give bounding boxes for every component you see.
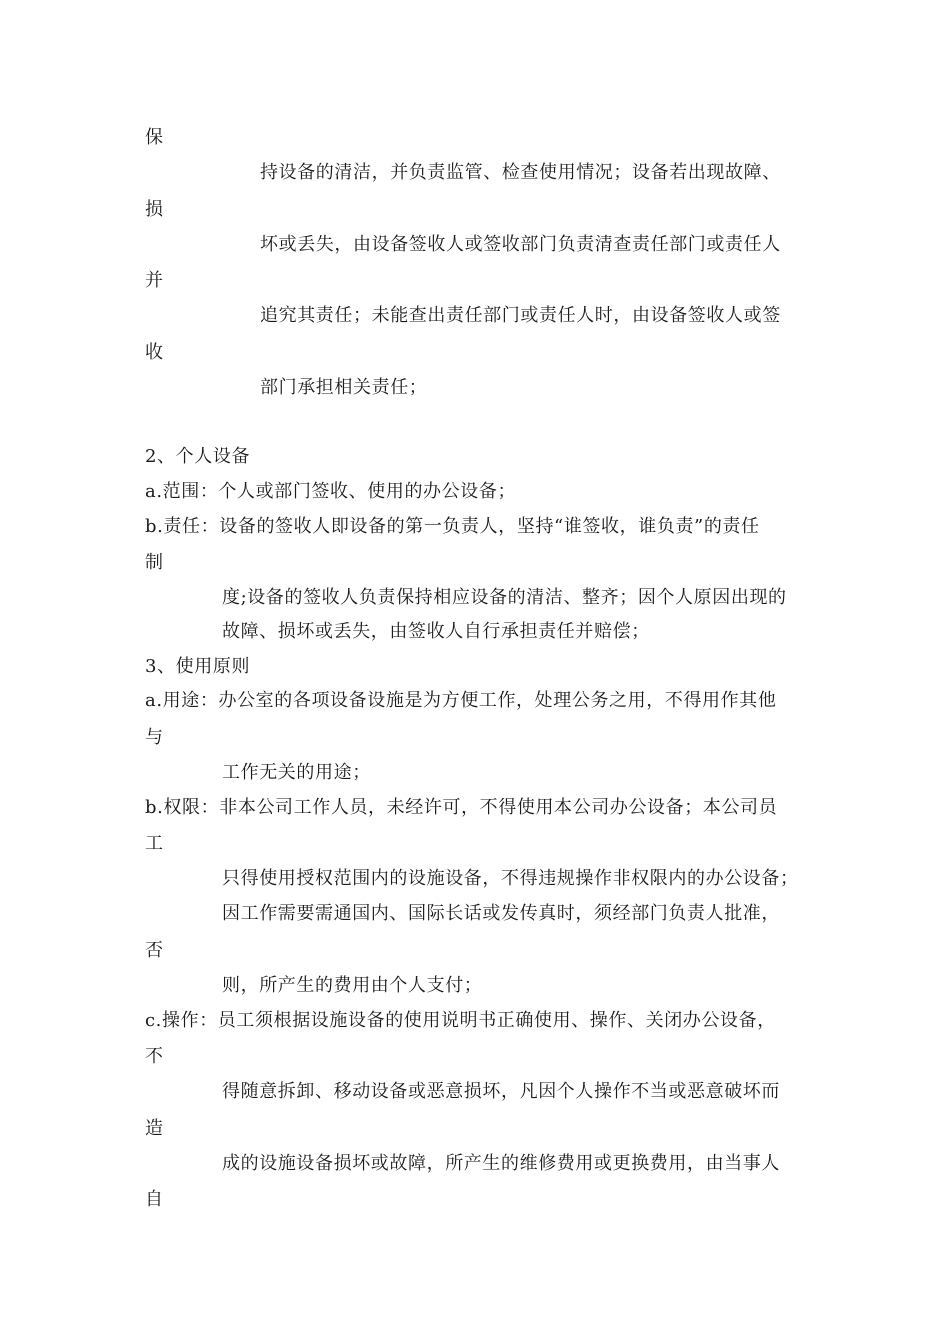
text-line: 因工作需要需通国内、国际长话或发传真时，须经部门负责人批准， xyxy=(222,903,780,924)
text-line: 故障、损坏或丢失，由签收人自行承担责任并赔偿； xyxy=(222,621,650,642)
text-line: 部门承担相关责任； xyxy=(260,377,428,398)
text-line: 持设备的清洁，并负责监管、检查使用情况；设备若出现故障、 xyxy=(260,162,781,183)
text-line: 只得使用授权范围内的设施设备，不得违规操作非权限内的办公设备； xyxy=(222,868,799,889)
text-line: 保 xyxy=(145,127,164,148)
text-line: 制 xyxy=(145,552,164,573)
text-line: a.范围：个人或部门签收、使用的办公设备； xyxy=(145,481,517,502)
text-line: 否 xyxy=(145,940,164,961)
text-line: 与 xyxy=(145,727,164,748)
text-line: c.操作：员工须根据设施设备的使用说明书正确使用、操作、关闭办公设备， xyxy=(145,1010,776,1031)
section-heading: 2、个人设备 xyxy=(145,446,251,467)
text-line: 得随意拆卸、移动设备或恶意损坏，凡因个人操作不当或恶意破坏而 xyxy=(222,1081,780,1102)
text-line: 则，所产生的费用由个人支付； xyxy=(222,975,483,996)
text-line: 坏或丢失，由设备签收人或签收部门负责清查责任部门或责任人 xyxy=(260,234,781,255)
text-line: 自 xyxy=(145,1189,164,1210)
text-line: 收 xyxy=(145,342,164,363)
text-line: 损 xyxy=(145,199,164,220)
text-line: 追究其责任；未能查出责任部门或责任人时，由设备签收人或签 xyxy=(260,305,781,326)
text-line: 并 xyxy=(145,270,164,291)
text-line: 工 xyxy=(145,833,164,854)
text-line: 度;设备的签收人负责保持相应设备的清洁、整齐；因个人原因出现的 xyxy=(222,587,787,608)
text-line: 不 xyxy=(145,1046,164,1067)
text-line: 造 xyxy=(145,1118,164,1139)
text-line: a.用途：办公室的各项设备设施是为方便工作，处理公务之用，不得用作其他 xyxy=(145,690,777,711)
text-line: 成的设施设备损坏或故障，所产生的维修费用或更换费用，由当事人 xyxy=(222,1153,780,1174)
text-line: 工作无关的用途； xyxy=(222,762,371,783)
text-line: b.责任：设备的签收人即设备的第一负责人，坚持“谁签收，谁负责”的责任 xyxy=(145,516,760,537)
text-line: b.权限：非本公司工作人员，未经许可，不得使用本公司办公设备；本公司员 xyxy=(145,797,778,818)
section-heading: 3、使用原则 xyxy=(145,656,251,677)
